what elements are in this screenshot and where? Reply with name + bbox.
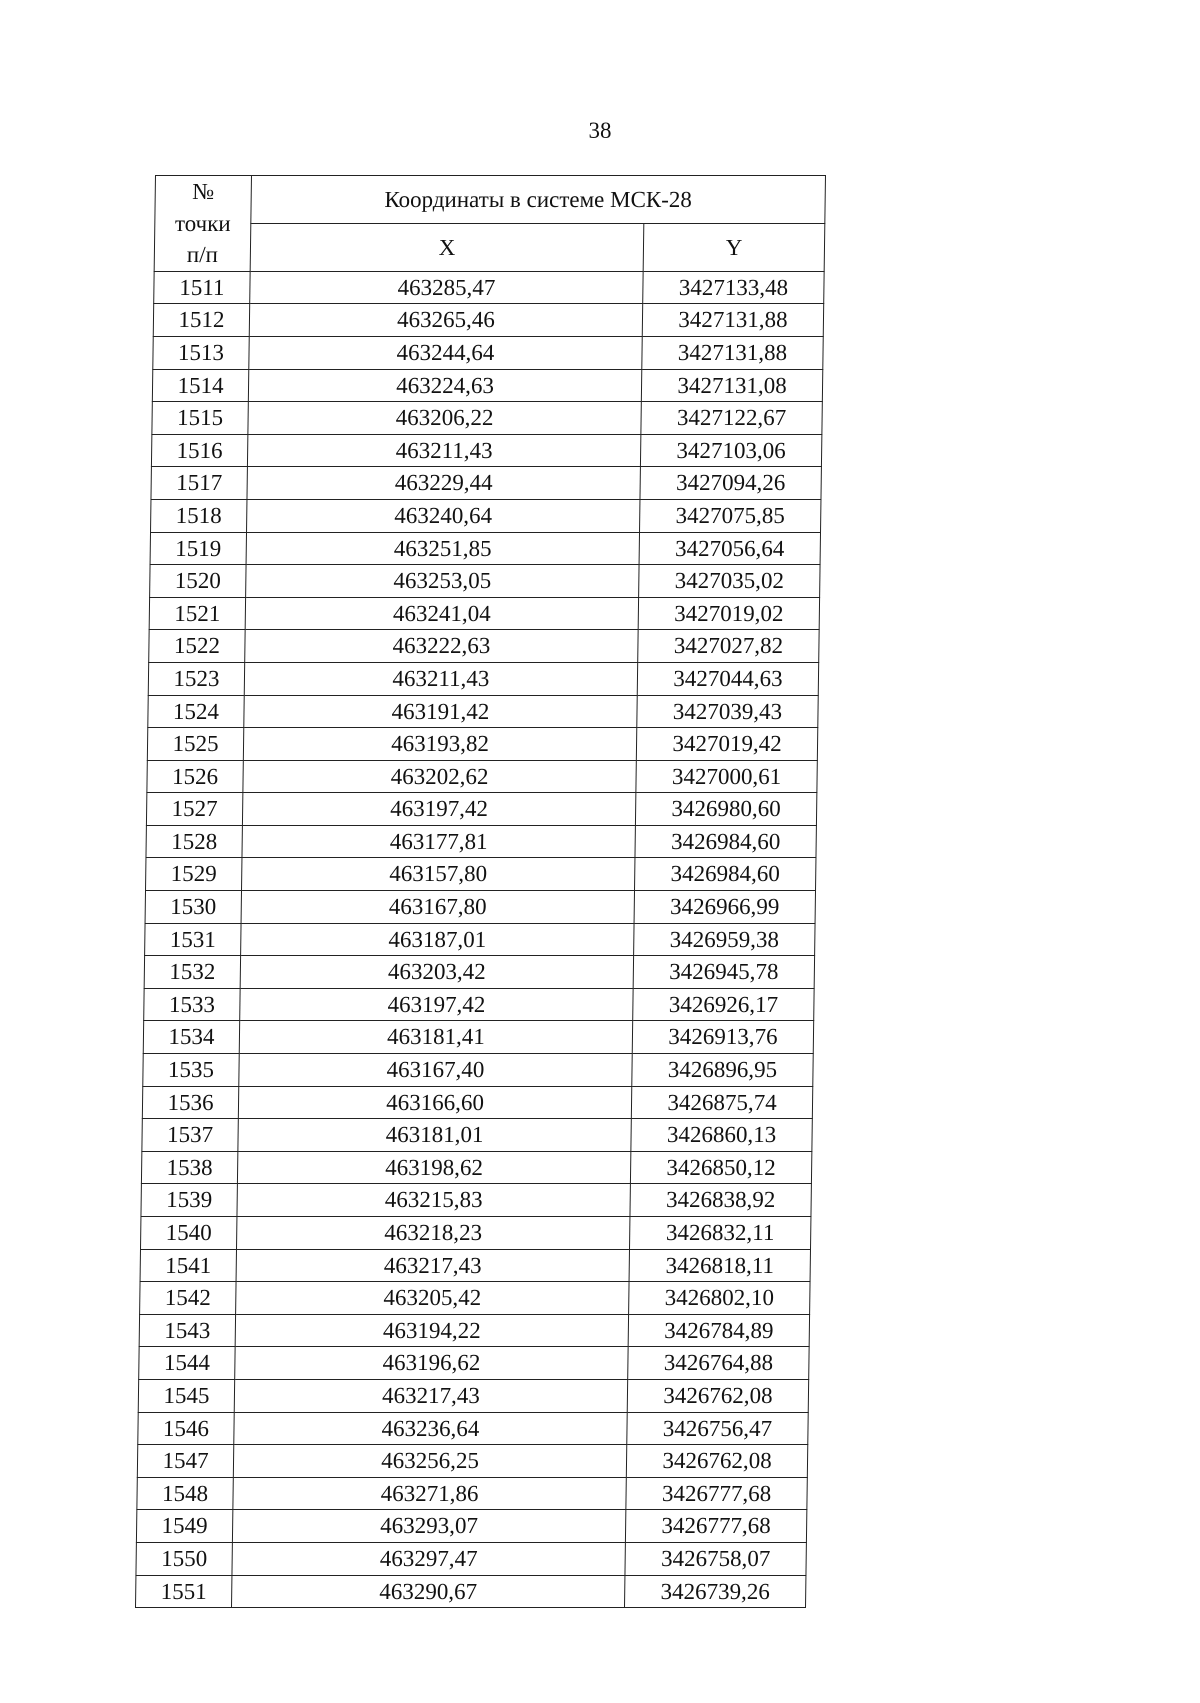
point-number-cell: 1514 bbox=[152, 369, 248, 402]
point-number-cell: 1540 bbox=[141, 1217, 237, 1250]
x-coordinate-cell: 463191,42 bbox=[244, 695, 637, 728]
table-row bbox=[142, 1086, 812, 1119]
y-coordinate-cell: 3426926,17 bbox=[633, 988, 814, 1021]
table-row bbox=[148, 662, 818, 695]
y-coordinate-cell: 3426762,08 bbox=[627, 1379, 808, 1412]
x-coordinate-cell: 463265,46 bbox=[249, 304, 642, 337]
point-number-cell: 1546 bbox=[138, 1412, 234, 1445]
x-coordinate-cell: 463293,07 bbox=[232, 1510, 625, 1543]
y-coordinate-cell: 3427103,06 bbox=[640, 434, 821, 467]
y-coordinate-cell: 3426896,95 bbox=[632, 1054, 813, 1087]
y-coordinate-cell: 3427039,43 bbox=[637, 695, 818, 728]
x-coordinate-cell: 463224,63 bbox=[248, 369, 641, 402]
y-coordinate-cell: 3427094,26 bbox=[640, 467, 821, 500]
point-number-cell: 1542 bbox=[140, 1282, 236, 1315]
table-row bbox=[147, 760, 817, 793]
table-row bbox=[153, 304, 823, 337]
point-number-cell: 1525 bbox=[147, 728, 243, 761]
table-row bbox=[151, 434, 821, 467]
y-coordinate-cell: 3426945,78 bbox=[633, 956, 814, 989]
x-coordinate-cell: 463166,60 bbox=[238, 1086, 631, 1119]
coordinates-table bbox=[135, 175, 826, 1608]
table-row bbox=[152, 369, 822, 402]
y-coordinate-cell: 3427131,88 bbox=[642, 336, 823, 369]
point-number-cell: 1517 bbox=[151, 467, 247, 500]
y-coordinate-cell: 3426739,26 bbox=[624, 1575, 805, 1608]
y-coordinate-cell: 3426875,74 bbox=[631, 1086, 812, 1119]
point-number-cell: 1538 bbox=[141, 1151, 237, 1184]
y-coordinate-cell: 3427075,85 bbox=[640, 499, 821, 532]
y-coordinate-cell: 3426764,88 bbox=[628, 1347, 809, 1380]
table-row bbox=[137, 1477, 807, 1510]
x-coordinate-cell: 463181,01 bbox=[238, 1119, 631, 1152]
table-row bbox=[150, 532, 820, 565]
table-row bbox=[135, 1575, 805, 1608]
point-number-cell: 1535 bbox=[143, 1054, 239, 1087]
x-coordinate-cell: 463193,82 bbox=[243, 728, 636, 761]
point-number-cell: 1520 bbox=[150, 565, 246, 598]
point-number-cell: 1516 bbox=[151, 434, 247, 467]
table-row bbox=[144, 956, 814, 989]
x-coordinate-cell: 463181,41 bbox=[239, 1021, 632, 1054]
y-column-header: Y bbox=[643, 223, 825, 271]
point-number-cell: 1534 bbox=[143, 1021, 239, 1054]
point-number-cell: 1537 bbox=[142, 1119, 238, 1152]
table-row bbox=[152, 402, 822, 435]
table-row bbox=[154, 271, 824, 304]
table-row bbox=[149, 630, 819, 663]
y-coordinate-cell: 3427056,64 bbox=[639, 532, 820, 565]
x-coordinate-cell: 463202,62 bbox=[243, 760, 636, 793]
y-coordinate-cell: 3426860,13 bbox=[631, 1119, 812, 1152]
x-coordinate-cell: 463285,47 bbox=[250, 271, 643, 304]
table-row bbox=[139, 1314, 809, 1347]
table-row bbox=[153, 336, 823, 369]
x-coordinate-cell: 463197,42 bbox=[240, 988, 633, 1021]
table-row bbox=[138, 1412, 808, 1445]
point-number-cell: 1515 bbox=[152, 402, 248, 435]
x-coordinate-cell: 463194,22 bbox=[235, 1314, 628, 1347]
x-coordinate-cell: 463271,86 bbox=[233, 1477, 626, 1510]
point-number-cell: 1547 bbox=[137, 1445, 233, 1478]
x-coordinate-cell: 463157,80 bbox=[242, 858, 635, 891]
x-coordinate-cell: 463203,42 bbox=[240, 956, 633, 989]
y-coordinate-cell: 3427044,63 bbox=[637, 662, 818, 695]
point-number-cell: 1518 bbox=[151, 499, 247, 532]
x-coordinate-cell: 463198,62 bbox=[237, 1151, 630, 1184]
table-row bbox=[148, 695, 818, 728]
x-coordinate-cell: 463215,83 bbox=[237, 1184, 630, 1217]
y-coordinate-cell: 3426966,99 bbox=[634, 891, 815, 924]
table-row bbox=[146, 858, 816, 891]
table-row bbox=[136, 1510, 806, 1543]
y-coordinate-cell: 3426838,92 bbox=[630, 1184, 811, 1217]
table-row bbox=[151, 467, 821, 500]
point-number-cell: 1513 bbox=[153, 336, 249, 369]
y-coordinate-cell: 3427019,42 bbox=[636, 728, 817, 761]
x-coordinate-cell: 463241,04 bbox=[245, 597, 638, 630]
table-row bbox=[146, 825, 816, 858]
y-coordinate-cell: 3426777,68 bbox=[625, 1510, 806, 1543]
table-row bbox=[151, 499, 821, 532]
y-coordinate-cell: 3427000,61 bbox=[636, 760, 817, 793]
coordinates-table-container bbox=[155, 175, 825, 1608]
x-coordinate-cell: 463297,47 bbox=[232, 1542, 625, 1575]
x-coordinate-cell: 463187,01 bbox=[241, 923, 634, 956]
y-coordinate-cell: 3426777,68 bbox=[626, 1477, 807, 1510]
y-coordinate-cell: 3427019,02 bbox=[638, 597, 819, 630]
point-number-cell: 1541 bbox=[140, 1249, 236, 1282]
table-row bbox=[142, 1119, 812, 1152]
y-coordinate-cell: 3427131,88 bbox=[642, 304, 823, 337]
table-row bbox=[149, 597, 819, 630]
x-coordinate-cell: 463177,81 bbox=[242, 825, 635, 858]
point-number-cell: 1544 bbox=[139, 1347, 235, 1380]
table-row bbox=[145, 923, 815, 956]
x-coordinate-cell: 463222,63 bbox=[245, 630, 638, 663]
x-coordinate-cell: 463211,43 bbox=[244, 662, 637, 695]
table-row bbox=[143, 1054, 813, 1087]
y-coordinate-cell: 3426758,07 bbox=[625, 1542, 806, 1575]
point-number-cell: 1523 bbox=[148, 662, 244, 695]
x-coordinate-cell: 463290,67 bbox=[231, 1575, 624, 1608]
x-coordinate-cell: 463253,05 bbox=[246, 565, 639, 598]
point-number-cell: 1528 bbox=[146, 825, 242, 858]
x-coordinate-cell: 463167,80 bbox=[241, 891, 634, 924]
page-number: 38 bbox=[588, 118, 612, 143]
y-coordinate-cell: 3426756,47 bbox=[627, 1412, 808, 1445]
y-coordinate-cell: 3426980,60 bbox=[635, 793, 816, 826]
point-number-cell: 1519 bbox=[150, 532, 246, 565]
y-coordinate-cell: 3427035,02 bbox=[639, 565, 820, 598]
point-number-cell: 1545 bbox=[138, 1379, 234, 1412]
y-coordinate-cell: 3426850,12 bbox=[630, 1151, 811, 1184]
point-number-cell: 1527 bbox=[146, 793, 242, 826]
x-coordinate-cell: 463206,22 bbox=[248, 402, 641, 435]
x-coordinate-cell: 463217,43 bbox=[236, 1249, 629, 1282]
x-coordinate-cell: 463240,64 bbox=[247, 499, 640, 532]
x-coordinate-cell: 463236,64 bbox=[234, 1412, 627, 1445]
point-number-cell: 1551 bbox=[135, 1575, 231, 1608]
x-coordinate-cell: 463205,42 bbox=[236, 1282, 629, 1315]
y-coordinate-cell: 3426762,08 bbox=[626, 1445, 807, 1478]
point-number-header-line2: точки bbox=[174, 210, 231, 236]
table-row bbox=[146, 793, 816, 826]
point-number-cell: 1536 bbox=[142, 1086, 238, 1119]
y-coordinate-cell: 3426802,10 bbox=[629, 1282, 810, 1315]
x-coordinate-cell: 463229,44 bbox=[247, 467, 640, 500]
table-row bbox=[140, 1249, 810, 1282]
x-coordinate-cell: 463196,62 bbox=[235, 1347, 628, 1380]
y-coordinate-cell: 3427027,82 bbox=[638, 630, 819, 663]
x-coordinate-cell: 463218,23 bbox=[237, 1217, 630, 1250]
y-coordinate-cell: 3426984,60 bbox=[635, 825, 816, 858]
table-header bbox=[154, 176, 825, 272]
point-number-cell: 1531 bbox=[145, 923, 241, 956]
point-number-cell: 1529 bbox=[146, 858, 242, 891]
y-coordinate-cell: 3426818,11 bbox=[629, 1249, 810, 1282]
table-row bbox=[145, 891, 815, 924]
point-number-cell: 1549 bbox=[136, 1510, 232, 1543]
point-number-cell: 1543 bbox=[139, 1314, 235, 1347]
point-number-header-line3: п/п bbox=[186, 242, 219, 268]
x-coordinate-cell: 463251,85 bbox=[246, 532, 639, 565]
y-coordinate-cell: 3426913,76 bbox=[632, 1021, 813, 1054]
table-row bbox=[141, 1151, 811, 1184]
x-coordinate-cell: 463244,64 bbox=[249, 336, 642, 369]
table-row bbox=[143, 1021, 813, 1054]
table-row bbox=[136, 1542, 806, 1575]
table-row bbox=[138, 1379, 808, 1412]
x-coordinate-cell: 463217,43 bbox=[234, 1379, 627, 1412]
y-coordinate-cell: 3427133,48 bbox=[643, 271, 824, 304]
x-coordinate-cell: 463256,25 bbox=[233, 1445, 626, 1478]
point-number-cell: 1522 bbox=[149, 630, 245, 663]
coordinates-group-header: Координаты в системе МСК-28 bbox=[251, 176, 826, 224]
point-number-cell: 1524 bbox=[148, 695, 244, 728]
point-number-cell: 1550 bbox=[136, 1542, 232, 1575]
table-row bbox=[140, 1282, 810, 1315]
table-row bbox=[150, 565, 820, 598]
table-row bbox=[139, 1347, 809, 1380]
point-number-cell: 1548 bbox=[137, 1477, 233, 1510]
point-number-cell: 1521 bbox=[149, 597, 245, 630]
point-number-cell: 1539 bbox=[141, 1184, 237, 1217]
point-number-header-line1: № bbox=[192, 179, 215, 204]
table-row bbox=[144, 988, 814, 1021]
point-number-cell: 1532 bbox=[144, 956, 240, 989]
y-coordinate-cell: 3426784,89 bbox=[628, 1314, 809, 1347]
point-number-cell: 1526 bbox=[147, 760, 243, 793]
point-number-cell: 1533 bbox=[144, 988, 240, 1021]
x-coordinate-cell: 463197,42 bbox=[242, 793, 635, 826]
table-row bbox=[141, 1217, 811, 1250]
x-coordinate-cell: 463211,43 bbox=[247, 434, 640, 467]
table-row bbox=[147, 728, 817, 761]
y-coordinate-cell: 3427131,08 bbox=[641, 369, 822, 402]
point-number-header bbox=[154, 176, 251, 272]
y-coordinate-cell: 3426832,11 bbox=[630, 1217, 811, 1250]
y-coordinate-cell: 3426959,38 bbox=[634, 923, 815, 956]
table-body bbox=[135, 271, 824, 1607]
point-number-cell: 1530 bbox=[145, 891, 241, 924]
table-row bbox=[141, 1184, 811, 1217]
y-coordinate-cell: 3427122,67 bbox=[641, 402, 822, 435]
point-number-cell: 1512 bbox=[153, 304, 249, 337]
y-coordinate-cell: 3426984,60 bbox=[635, 858, 816, 891]
x-coordinate-cell: 463167,40 bbox=[239, 1054, 632, 1087]
table-row bbox=[137, 1445, 807, 1478]
point-number-cell: 1511 bbox=[154, 271, 250, 304]
x-column-header: X bbox=[250, 223, 644, 271]
